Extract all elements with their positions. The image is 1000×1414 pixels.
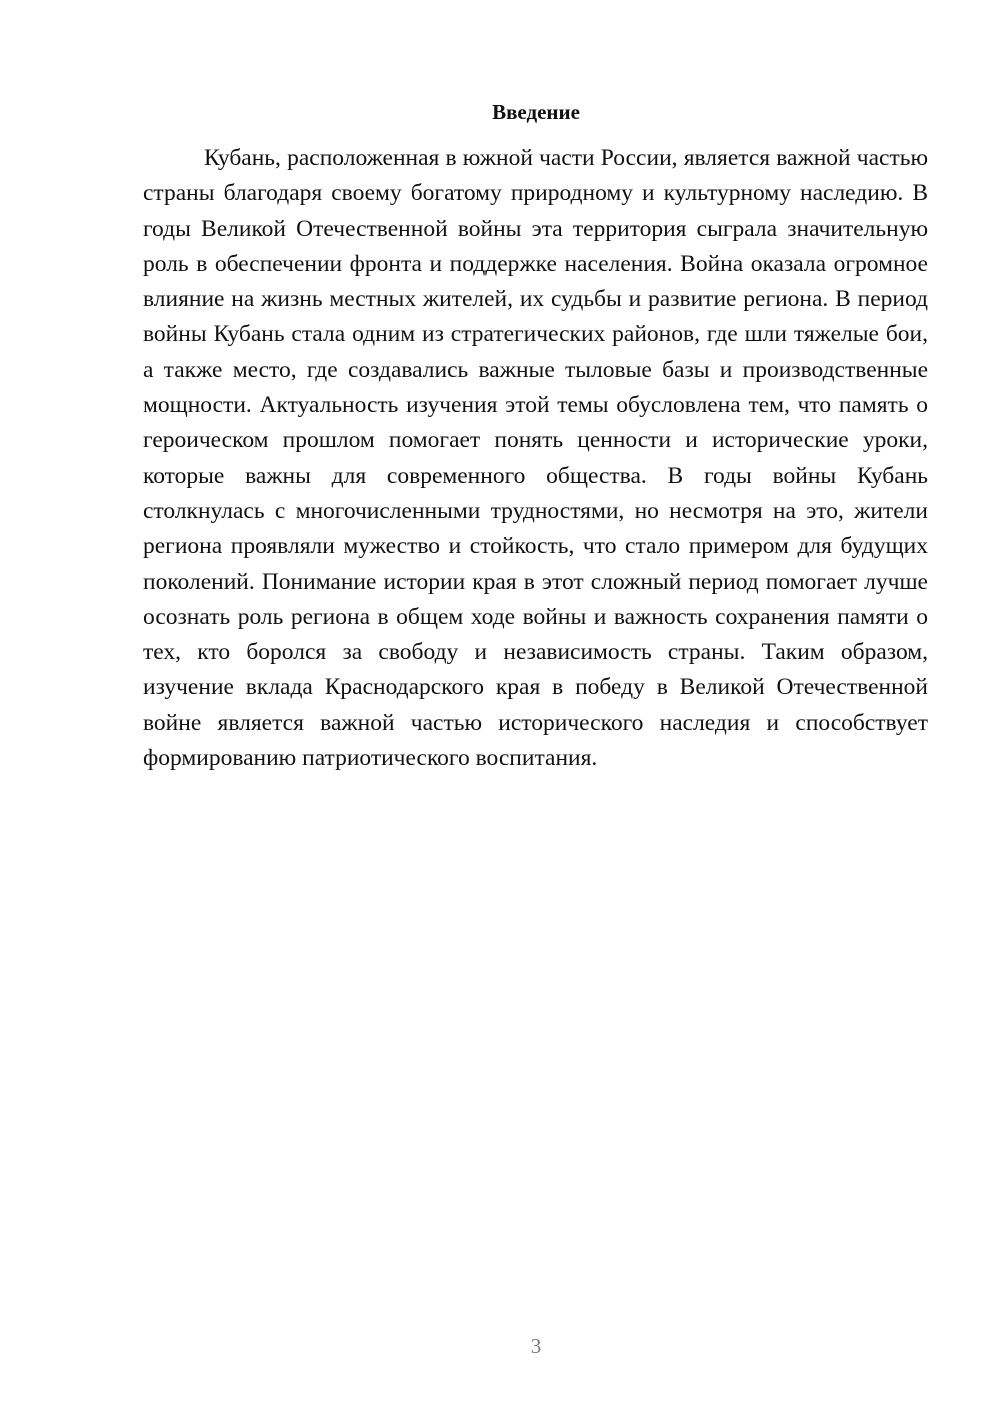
page-number: 3 <box>530 1334 542 1358</box>
body-paragraph: Кубань, расположенная в южной части России, является важной частью страны благодаря своему богатому природному и культурному наследию. В годы Великой Отечественной войны эта территория сыграла значительную роль в обеспечении фронта и поддержке населения. Война оказала огромное влияние на жизнь местных жителей, их судьбы и развитие региона. В период войны Кубань стала одним из стратегических районов, где шли тяжелые бои, а также место, где создавались важные тыловые базы и производственные мощности. Актуальность изучения этой темы обусловлена тем, что память о героическом прошлом помогает понять ценности и исторические уроки, которые важны для современного общества. В годы войны Кубань столкнулась с многочисленными трудностями, но несмотря на это, жители региона проявляли мужество и стойкость, что стало примером для будущих поколений. Понимание истории края в этот сложный период помогает лучше осознать роль региона в общем ходе войны и важность сохранения памяти о тех, кто боролся за свободу и независимость страны. Таким образом, изучение вклада Краснодарского края в победу в Великой Отечественной войне является важной частью исторического наследия и способствует формированию патриотического воспитания. <box>143 145 928 772</box>
section-title: Введение <box>492 100 580 124</box>
